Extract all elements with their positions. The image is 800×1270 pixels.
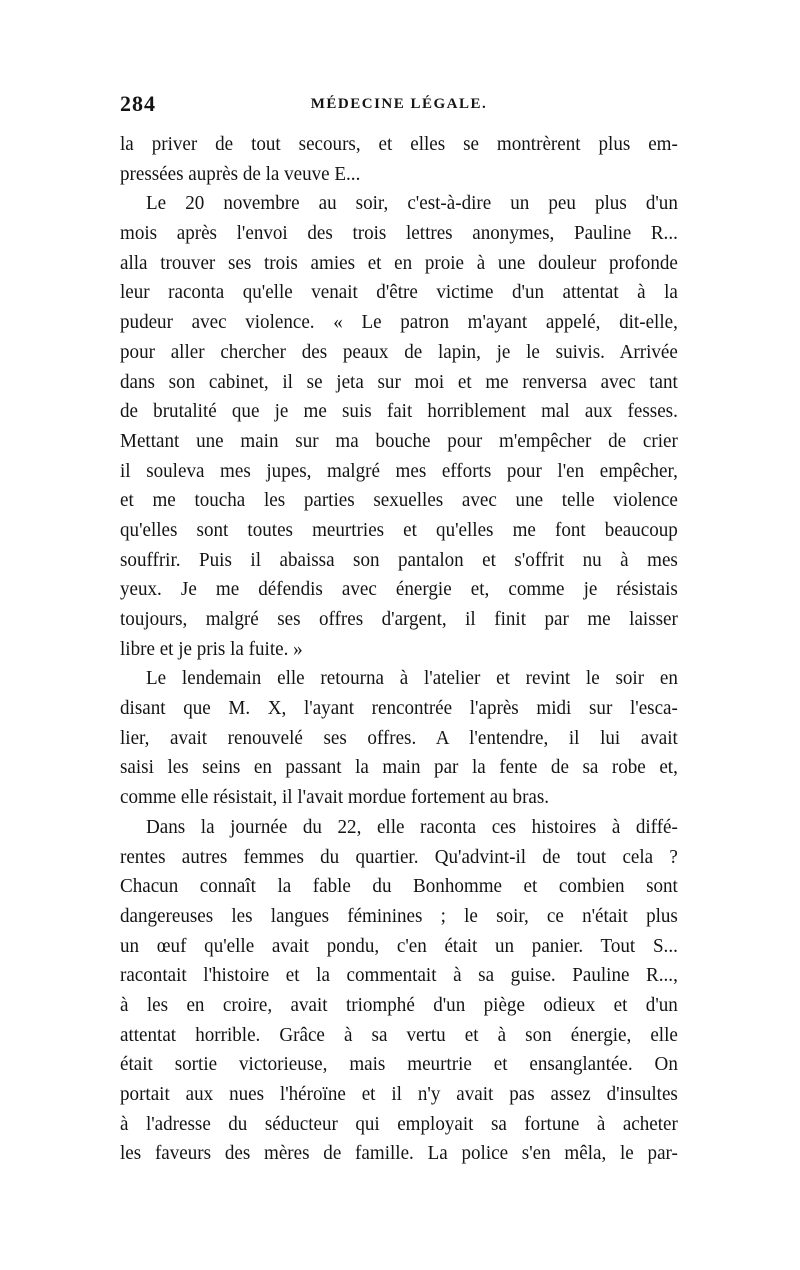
text-line: qu'elles sont toutes meurtries et qu'elles me font beaucoup bbox=[120, 518, 678, 541]
text-line: les faveurs des mères de famille. La police s'en mêla, le par- bbox=[120, 1142, 678, 1165]
text-line: pressées auprès de la veuve E... bbox=[120, 162, 361, 185]
text-line: la priver de tout secours, et elles se montrèrent plus em- bbox=[120, 133, 678, 155]
text-line: saisi les seins en passant la main par la fente de sa robe et, bbox=[120, 756, 678, 779]
text-line: yeux. Je me défendis avec énergie et, comme je résistais bbox=[120, 578, 678, 601]
text-line: Dans la journée du 22, elle raconta ces histoires à diffé- bbox=[146, 815, 678, 838]
text-line: il souleva mes jupes, malgré mes efforts pour l'en empêcher, bbox=[120, 459, 678, 482]
running-title: MÉDECINE LÉGALE. bbox=[310, 96, 488, 112]
text-line: libre et je pris la fuite. » bbox=[120, 637, 303, 660]
text-line: et me toucha les parties sexuelles avec une telle violence bbox=[120, 489, 678, 512]
text-line: était sortie victorieuse, mais meurtrie et ensanglantée. On bbox=[120, 1053, 678, 1076]
page-header bbox=[120, 91, 678, 119]
text-line: Le lendemain elle retourna à l'atelier et revint le soir en bbox=[146, 667, 678, 690]
text-line: racontait l'histoire et la commentait à sa guise. Pauline R..., bbox=[120, 964, 678, 987]
text-line: à l'adresse du séducteur qui employait sa fortune à acheter bbox=[120, 1112, 678, 1135]
text-line: à les en croire, avait triomphé d'un piège odieux et d'un bbox=[120, 993, 678, 1016]
text-line: lier, avait renouvelé ses offres. A l'entendre, il lui avait bbox=[120, 726, 678, 749]
text-line: dans son cabinet, il se jeta sur moi et me renversa avec tant bbox=[120, 370, 678, 393]
text-line: toujours, malgré ses offres d'argent, il finit par me laisser bbox=[120, 608, 678, 630]
text-line: de brutalité que je me suis fait horriblement mal aux fesses. bbox=[120, 400, 678, 423]
text-line: rentes autres femmes du quartier. Qu'advint-il de tout cela ? bbox=[120, 845, 678, 868]
text-line: leur raconta qu'elle venait d'être victime d'un attentat à la bbox=[120, 281, 678, 304]
text-line: pour aller chercher des peaux de lapin, je le suivis. Arrivée bbox=[120, 340, 678, 363]
text-line: pudeur avec violence. « Le patron m'ayant appelé, dit-elle, bbox=[120, 311, 678, 334]
text-line: dangereuses les langues féminines ; le soir, ce n'était plus bbox=[120, 904, 678, 927]
text-line: Le 20 novembre au soir, c'est-à-dire un peu plus d'un bbox=[146, 192, 678, 215]
text-line: mois après l'envoi des trois lettres anonymes, Pauline R... bbox=[120, 222, 678, 245]
text-line: un œuf qu'elle avait pondu, c'en était un panier. Tout S... bbox=[120, 934, 678, 957]
text-line: disant que M. X, l'ayant rencontrée l'après midi sur l'esca- bbox=[120, 697, 678, 720]
text-line: attentat horrible. Grâce à sa vertu et à son énergie, elle bbox=[120, 1023, 678, 1046]
text-line: alla trouver ses trois amies et en proie à une douleur profonde bbox=[120, 251, 678, 274]
text-line: souffrir. Puis il abaissa son pantalon et s'offrit nu à mes bbox=[120, 548, 678, 571]
body-text bbox=[120, 130, 678, 1169]
page-number: 284 bbox=[120, 91, 156, 116]
text-line: portait aux nues l'héroïne et il n'y avait pas assez d'insultes bbox=[120, 1083, 678, 1105]
text-line: Mettant une main sur ma bouche pour m'empêcher de crier bbox=[120, 429, 678, 452]
text-line: comme elle résistait, il l'avait mordue fortement au bras. bbox=[120, 786, 550, 809]
text-line: Chacun connaît la fable du Bonhomme et combien sont bbox=[120, 875, 678, 898]
